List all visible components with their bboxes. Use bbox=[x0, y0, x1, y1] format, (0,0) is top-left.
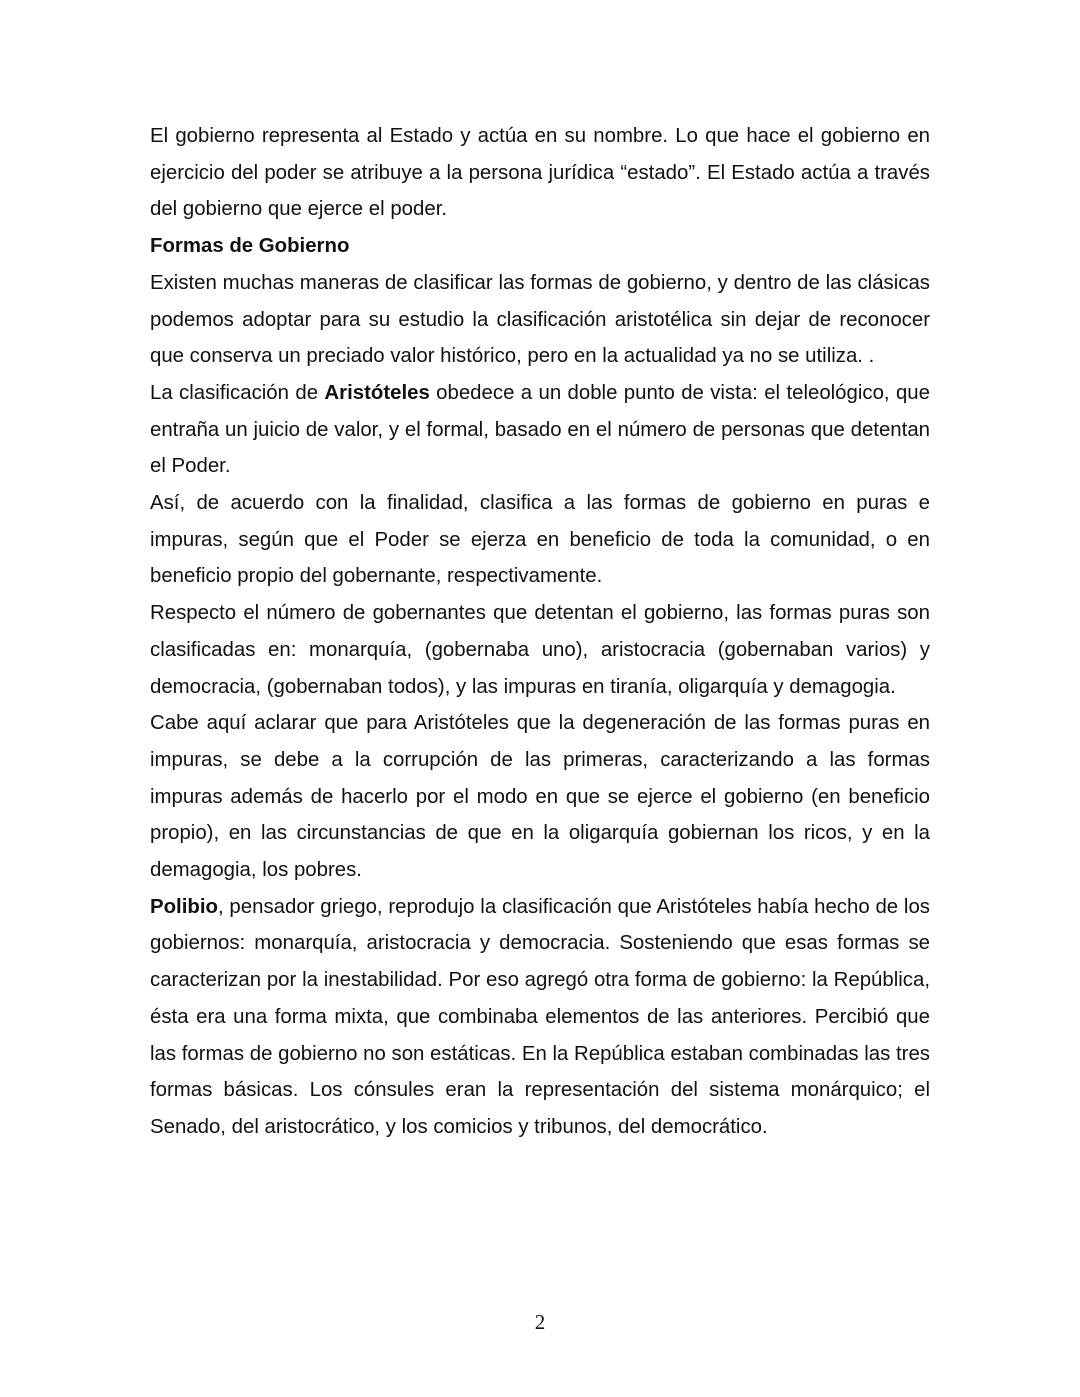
section-heading-formas-de-gobierno: Formas de Gobierno bbox=[150, 235, 350, 258]
paragraph-degeneracion: Cabe aquí aclarar que para Aristóteles que la degeneración de las formas puras en impuras, se debe a la corrupción de las primeras, caracterizando a las formas impuras además de hacerlo por el modo en que se ejerce el gobierno (en beneficio propio), en las circunstancias de que en la oligarquía gobiernan los ricos, y en la demagogia, los pobres. bbox=[150, 712, 930, 882]
page-number: 2 bbox=[534, 1310, 546, 1334]
document-page bbox=[150, 118, 930, 1146]
polibio-bold: Polibio bbox=[150, 895, 218, 918]
aristoteles-bold: Aristóteles bbox=[324, 381, 430, 404]
paragraph-clasificacion: Existen muchas maneras de clasificar las formas de gobierno, y dentro de las clásicas podemos adoptar para su estudio la clasificación aristotélica sin dejar de reconocer que conserva un preciado valor histórico, pero en la actualidad ya no se utiliza. . bbox=[150, 271, 930, 368]
paragraph-gobierno-estado: El gobierno representa al Estado y actúa en su nombre. Lo que hace el gobierno en ejercicio del poder se atribuye a la persona jurídica “estado”. El Estado actúa a través del gobierno que ejerce el poder. bbox=[150, 125, 930, 221]
paragraph-finalidad: Así, de acuerdo con la finalidad, clasifica a las formas de gobierno en puras e impuras, según que el Poder se ejerza en beneficio de toda la comunidad, o en beneficio propio del gobernante, respectivamente. bbox=[150, 492, 930, 588]
paragraph-aristoteles bbox=[150, 375, 930, 485]
paragraph-polibio-rest: , pensador griego, reprodujo la clasificación que Aristóteles había hecho de los gobiernos: monarquía, aristocracia y democracia. Sosteniendo que esas formas se caracterizan por la inestabilidad. Por eso agregó otra forma de gobierno: la República, ésta era una forma mixta, que combinaba elementos de las anteriores. Percibió que las formas de gobierno no son estáticas. En la República estaban combinadas las tres formas básicas. Los cónsules eran la representación del sistema monárquico; el Senado, del aristocrático, y los comicios y tribunos, del democrático. bbox=[150, 895, 930, 1138]
paragraph-polibio bbox=[150, 889, 930, 1146]
paragraph-numero-gobernantes: Respecto el número de gobernantes que detentan el gobierno, las formas puras son clasificadas en: monarquía, (gobernaba uno), aristocracia (gobernaban varios) y democracia, (gobernaban todos), y las impuras en tiranía, oligarquía y demagogia. bbox=[150, 602, 930, 698]
paragraph-aristoteles-rest: obedece a un doble punto de vista: el teleológico, que entraña un juicio de valor, y el formal, basado en el número de personas que detentan el Poder. bbox=[150, 381, 930, 478]
paragraph-aristoteles-lead: La clasificación de bbox=[150, 381, 325, 404]
